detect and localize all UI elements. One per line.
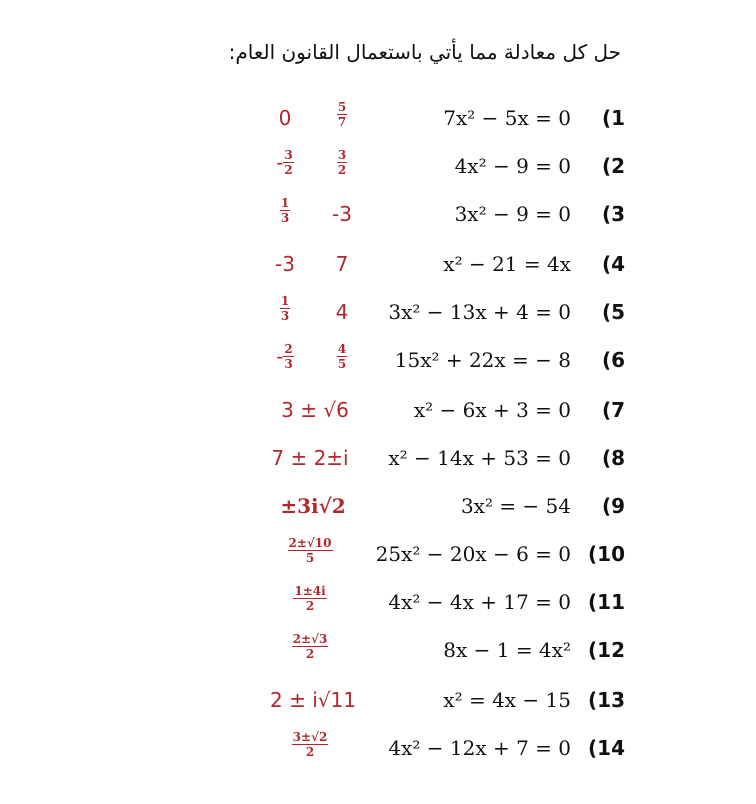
answer: $\frac{2\pm√10}{5}$ bbox=[288, 536, 332, 565]
answer-1: $\frac{3}{2}$ bbox=[337, 148, 347, 177]
answer-2: 0 bbox=[278, 106, 292, 130]
equation: 4x² − 4x + 17 = 0 bbox=[388, 590, 571, 614]
answer-2: $\frac{1}{3}$ bbox=[280, 196, 290, 225]
equation: 3x² − 13x + 4 = 0 bbox=[388, 300, 571, 324]
problem-number: (14 bbox=[588, 736, 625, 760]
answer-1: 7 bbox=[335, 252, 349, 276]
problem-number: (10 bbox=[588, 542, 625, 566]
answer-2: - $\frac{2}{3}$ bbox=[276, 342, 293, 371]
problem-row bbox=[0, 488, 756, 534]
problem-number: (4 bbox=[601, 252, 625, 276]
equation: 3x² − 9 = 0 bbox=[454, 202, 571, 226]
equation: x² − 21 = 4x bbox=[443, 252, 571, 276]
answer-1: $\frac{4}{5}$ bbox=[337, 342, 347, 371]
problem-row bbox=[0, 632, 756, 678]
answer: $\frac{1\pm 4i}{2}$ bbox=[294, 584, 326, 613]
equation: 3x² = − 54 bbox=[460, 494, 571, 518]
answer: 2 ± i√11 bbox=[270, 688, 356, 712]
equation: x² − 6x + 3 = 0 bbox=[413, 398, 571, 422]
problem-row bbox=[0, 294, 756, 340]
equation: 7x² − 5x = 0 bbox=[443, 106, 571, 130]
problem-row bbox=[0, 196, 756, 242]
problem-row bbox=[0, 100, 756, 146]
problem-number: (8 bbox=[601, 446, 625, 470]
answer-1: -3 bbox=[332, 202, 352, 226]
problem-row bbox=[0, 584, 756, 630]
problem-number: (1 bbox=[601, 106, 625, 130]
problem-number: (7 bbox=[601, 398, 625, 422]
problem-number: (6 bbox=[601, 348, 625, 372]
problem-number: (2 bbox=[601, 154, 625, 178]
problem-row bbox=[0, 342, 756, 388]
problem-number: (9 bbox=[601, 494, 625, 518]
equation: 4x² − 12x + 7 = 0 bbox=[388, 736, 571, 760]
equation: 4x² − 9 = 0 bbox=[454, 154, 571, 178]
problem-row bbox=[0, 730, 756, 776]
answer-2: $\frac{1}{3}$ bbox=[280, 294, 290, 323]
answer: ±3i√2 bbox=[280, 494, 346, 518]
answer: 3 ± √6 bbox=[281, 398, 349, 422]
equation: 25x² − 20x − 6 = 0 bbox=[375, 542, 571, 566]
problem-number: (12 bbox=[588, 638, 625, 662]
problem-number: (13 bbox=[588, 688, 625, 712]
problem-row bbox=[0, 682, 756, 728]
problem-number: (11 bbox=[588, 590, 625, 614]
equation: x² = 4x − 15 bbox=[443, 688, 571, 712]
answer-2: - $\frac{3}{2}$ bbox=[276, 148, 293, 177]
answer: $\frac{3\pm√2}{2}$ bbox=[292, 730, 328, 759]
problem-number: (5 bbox=[601, 300, 625, 324]
answer-1: $\frac{5}{7}$ bbox=[337, 100, 347, 129]
problem-row bbox=[0, 440, 756, 486]
answer: 7 ± 2±i bbox=[271, 446, 349, 470]
problem-row bbox=[0, 148, 756, 194]
problem-row bbox=[0, 392, 756, 438]
answer-1: 4 bbox=[335, 300, 349, 324]
equation: 15x² + 22x = − 8 bbox=[394, 348, 571, 372]
problem-number: (3 bbox=[601, 202, 625, 226]
equation: x² − 14x + 53 = 0 bbox=[388, 446, 571, 470]
answer: $\frac{2\pm√3}{2}$ bbox=[292, 632, 328, 661]
problem-row bbox=[0, 246, 756, 292]
page-title: حل كل معادلة مما يأتي باستعمال القانون العام: bbox=[228, 40, 621, 64]
answer-2: -3 bbox=[275, 252, 295, 276]
equation: 8x − 1 = 4x² bbox=[443, 638, 571, 662]
problem-row bbox=[0, 536, 756, 582]
